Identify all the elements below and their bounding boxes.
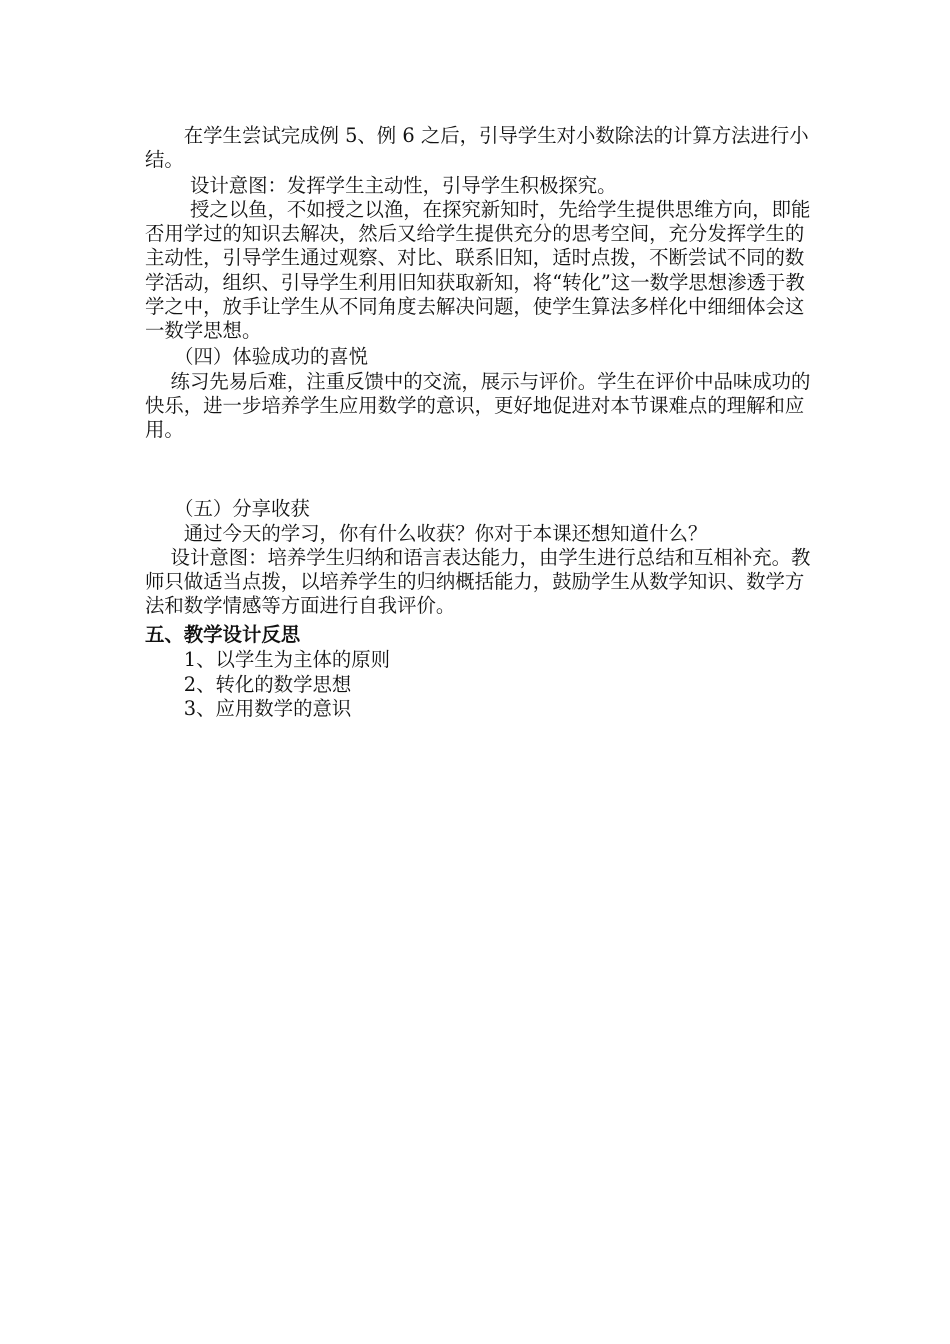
subheading-experience-success: （四）体验成功的喜悦 [145,345,368,368]
subheading-share-harvest: （五）分享收获 [145,497,310,520]
paragraph-design-intent-1: 设计意图：发挥学生主动性，引导学生积极探究。 [145,174,617,197]
paragraph-teach-to-fish: 授之以鱼，不如授之以渔，在探究新知时，先给学生提供思维方向，即能否用学过的知识去解决，然后又给学生提供充分的思考空间，充分发挥学生的主动性，引导学生通过观察、对比、联系旧知，适时点拨，不断尝试不同的数学活动，组织、引导学生利用旧知获取新知，将“转化”这一数学思想渗透于教学之中，放手让学生从不同角度去解决问题，使学生算法多样化中细细体会这一数学思想。 [145,198,811,343]
paragraph-summary: 在学生尝试完成例 5、例 6 之后，引导学生对小数除法的计算方法进行小结。 [145,124,809,172]
paragraph-design-intent-2: 设计意图：培养学生归纳和语言表达能力，由学生进行总结和互相补充。教师只做适当点拨，以培养学生的归纳概括能力，鼓励学生从数学知识、数学方法和数学情感等方面进行自我评价。 [145,546,811,618]
reflection-item: 1、以学生为主体的原则 [145,648,391,671]
reflection-item: 3、应用数学的意识 [145,697,352,720]
reflection-item: 2、转化的数学思想 [145,673,352,696]
paragraph-practice: 练习先易后难，注重反馈中的交流，展示与评价。学生在评价中品味成功的快乐，进一步培养学生应用数学的意识，更好地促进对本节课难点的理解和应用。 [145,370,811,442]
paragraph-what-learned: 通过今天的学习，你有什么收获？你对于本课还想知道什么？ [145,522,708,545]
section-heading-reflection: 五、教学设计反思 [145,623,301,646]
